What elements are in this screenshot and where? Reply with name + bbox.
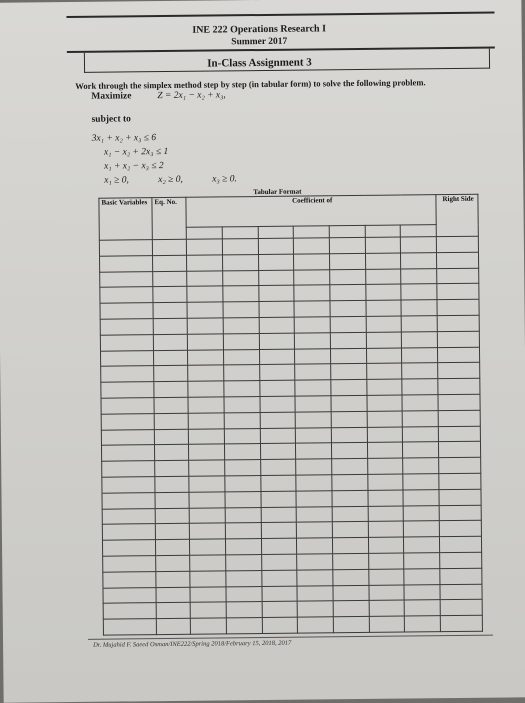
table-cell[interactable] [294,285,330,301]
table-cell[interactable] [332,506,368,522]
table-cell[interactable] [440,552,482,568]
table-cell[interactable] [225,491,261,507]
table-cell[interactable] [225,523,261,539]
table-cell[interactable] [223,302,259,318]
table-cell[interactable] [224,365,260,381]
table-cell[interactable] [189,523,225,539]
table-cell[interactable] [438,347,480,363]
table-cell[interactable] [100,303,153,319]
table-cell[interactable] [437,299,479,315]
table-cell[interactable] [226,602,262,618]
table-cell[interactable] [225,539,261,555]
table-cell[interactable] [331,443,367,459]
table-cell[interactable] [153,255,187,271]
table-cell[interactable] [367,427,403,443]
table-cell[interactable] [100,271,153,287]
table-cell[interactable] [330,332,366,348]
table-cell[interactable] [437,252,479,268]
table-cell[interactable] [296,506,332,522]
table-cell[interactable] [439,442,481,458]
subject-to-label: subject to [91,114,131,125]
table-cell[interactable] [259,365,295,381]
table-cell[interactable] [296,427,332,443]
table-cell[interactable] [402,316,438,332]
table-cell[interactable] [401,268,437,284]
table-cell[interactable] [298,617,334,633]
table-cell[interactable] [403,426,439,442]
table-cell[interactable] [438,394,480,410]
table-cell[interactable] [100,319,153,335]
table-cell[interactable] [369,616,405,632]
instructions-text: Work through the simplex method step by step (in tabular form) to solve the following problem. [75,77,426,91]
table-cell[interactable] [154,381,188,397]
table-cell[interactable] [294,317,330,333]
table-cell[interactable] [103,556,156,572]
table-cell[interactable] [437,315,479,331]
table-cell[interactable] [439,473,481,489]
table-cell[interactable] [261,522,297,538]
table-cell[interactable] [223,270,259,286]
coef-subheader-cell[interactable] [186,227,222,239]
table-cell[interactable] [100,255,153,271]
table-cell[interactable] [368,553,404,569]
table-cell[interactable] [368,521,404,537]
table-cell[interactable] [226,586,262,602]
coef-subheader-cell[interactable] [293,226,329,238]
table-cell[interactable] [154,366,188,382]
table-cell[interactable] [332,459,368,475]
maximize-label: Maximize [91,91,132,102]
table-cell[interactable] [258,270,294,286]
table-cell[interactable] [259,333,295,349]
table-cell[interactable] [156,555,190,571]
coef-subheader-cell[interactable] [401,225,437,237]
table-cell[interactable] [401,237,437,253]
table-cell[interactable] [404,521,440,537]
table-cell[interactable] [331,411,367,427]
table-cell[interactable] [101,445,154,461]
table-cell[interactable] [294,269,330,285]
table-cell[interactable] [439,457,481,473]
table-cell[interactable] [367,411,403,427]
table-cell[interactable] [440,584,482,600]
table-cell[interactable] [261,507,297,523]
table-cell[interactable] [366,379,402,395]
table-cell[interactable] [295,364,331,380]
table-cell[interactable] [365,284,401,300]
header-basic-variables: Basic Variables [99,198,152,241]
table-cell[interactable] [155,476,189,492]
table-cell[interactable] [99,240,152,256]
table-cell[interactable] [294,301,330,317]
table-cell[interactable] [154,397,188,413]
table-cell[interactable] [258,238,294,254]
table-cell[interactable] [153,318,187,334]
table-cell[interactable] [297,585,333,601]
table-cell[interactable] [187,302,223,318]
footer-text: Dr. Mujahid F. Saeed Osman/INE222/Spring 2018/February 15, 2018, 2017 [93,639,292,649]
table-cell[interactable] [365,269,401,285]
table-cell[interactable] [438,378,480,394]
table-cell[interactable] [437,284,479,300]
table-cell[interactable] [367,442,403,458]
table-cell[interactable] [261,538,297,554]
table-cell[interactable] [404,568,440,584]
table-cell[interactable] [404,505,440,521]
table-cell[interactable] [333,601,369,617]
course-title: INE 222 Operations Research I [192,23,327,36]
table-cell[interactable] [297,554,333,570]
table-cell[interactable] [329,253,365,269]
table-cell[interactable] [102,461,155,477]
table-cell[interactable] [366,348,402,364]
table-cell[interactable] [439,426,481,442]
table-cell[interactable] [441,615,483,631]
table-cell[interactable] [258,286,294,302]
table-cell[interactable] [297,601,333,617]
table-cell[interactable] [225,475,261,491]
table-cell[interactable] [189,460,225,476]
table-cell[interactable] [259,349,295,365]
table-cell[interactable] [226,618,262,634]
table-cell[interactable] [331,427,367,443]
table-cell[interactable] [439,489,481,505]
table-cell[interactable] [189,492,225,508]
table-cell[interactable] [101,382,154,398]
assignment-title: In-Class Assignment 3 [207,56,312,70]
constraint-3: x₁ + x₂ − x₃ ≤ 2 [104,161,164,172]
table-cell[interactable] [222,254,258,270]
table-cell[interactable] [102,477,155,493]
table-cell[interactable] [297,570,333,586]
table-cell[interactable] [401,284,437,300]
table-cell[interactable] [225,507,261,523]
table-cell[interactable] [156,539,190,555]
table-cell[interactable] [330,301,366,317]
table-cell[interactable] [156,587,190,603]
table-cell[interactable] [223,286,259,302]
table-cell[interactable] [100,350,153,366]
table-cell[interactable] [330,269,366,285]
table-cell[interactable] [102,492,155,508]
table-cell[interactable] [261,491,297,507]
table-cell[interactable] [154,413,188,429]
constraint-1: 3x₁ + x₂ + x₃ ≤ 6 [91,133,157,144]
table-cell[interactable] [330,316,366,332]
table-cell[interactable] [261,570,297,586]
table-cell[interactable] [295,333,331,349]
table-cell[interactable] [439,505,481,521]
nonneg-x3: x₃ ≥ 0. [212,174,237,185]
table-cell[interactable] [155,445,189,461]
table-cell[interactable] [188,413,224,429]
table-cell[interactable] [368,506,404,522]
table-cell[interactable] [154,429,188,445]
table-cell[interactable] [438,331,480,347]
table-cell[interactable] [188,428,224,444]
coef-subheader-cell[interactable] [258,226,294,238]
table-cell[interactable] [153,302,187,318]
table-cell[interactable] [101,413,154,429]
table-cell[interactable] [222,239,258,255]
table-cell[interactable] [369,585,405,601]
table-cell[interactable] [367,458,403,474]
table-cell[interactable] [368,537,404,553]
table-cell[interactable] [100,287,153,303]
table-cell[interactable] [404,584,440,600]
table-cell[interactable] [189,476,225,492]
table-cell[interactable] [103,603,156,619]
table-cell[interactable] [295,348,331,364]
table-cell[interactable] [365,253,401,269]
table-cell[interactable] [366,363,402,379]
table-cell[interactable] [259,380,295,396]
table-cell[interactable] [331,364,367,380]
table-cell[interactable] [294,238,330,254]
table-cell[interactable] [403,458,439,474]
simplex-table [98,194,483,636]
table-cell[interactable] [297,538,333,554]
table-cell[interactable] [258,254,294,270]
table-cell[interactable] [101,398,154,414]
table-cell[interactable] [260,459,296,475]
table-cell[interactable] [226,554,262,570]
table-cell[interactable] [190,602,226,618]
table-cell[interactable] [437,236,479,252]
coef-subheader-cell[interactable] [222,227,258,239]
table-cell[interactable] [440,521,482,537]
table-cell[interactable] [330,285,366,301]
table-cell[interactable] [186,239,222,255]
table-cell[interactable] [262,586,298,602]
table-cell[interactable] [103,619,156,635]
coef-subheader-cell[interactable] [365,225,401,237]
table-cell[interactable] [223,318,259,334]
table-cell[interactable] [332,490,368,506]
table-cell[interactable] [262,617,298,633]
header-right-side: Right Side [436,194,478,236]
objective-function: Z = 2x₁ − x₂ + x₃, [157,90,226,102]
table-cell[interactable] [187,318,223,334]
table-cell[interactable] [188,349,224,365]
table-cell[interactable] [259,317,295,333]
table-cell[interactable] [224,397,260,413]
nonneg-x1: x₁ ≥ 0, [104,175,129,186]
table-caption: Tabular Format [253,187,302,197]
table-cell[interactable] [153,334,187,350]
table-cell[interactable] [366,300,402,316]
table-cell[interactable] [296,443,332,459]
table-cell[interactable] [155,460,189,476]
table-cell[interactable] [103,571,156,587]
table-cell[interactable] [102,524,155,540]
table-cell[interactable] [437,268,479,284]
table-cell[interactable] [331,395,367,411]
table-cell[interactable] [440,600,482,616]
table-cell[interactable] [189,507,225,523]
table-cell[interactable] [190,586,226,602]
table-cell[interactable] [365,237,401,253]
table-cell[interactable] [367,474,403,490]
table-cell[interactable] [260,412,296,428]
table-cell[interactable] [226,570,262,586]
table-cell[interactable] [102,540,155,556]
table-cell[interactable] [402,395,438,411]
table-cell[interactable] [101,366,154,382]
table-cell[interactable] [368,569,404,585]
table-cell[interactable] [224,381,260,397]
table-cell[interactable] [401,252,437,268]
table-cell[interactable] [187,334,223,350]
table-cell[interactable] [366,332,402,348]
table-cell[interactable] [438,363,480,379]
table-cell[interactable] [332,538,368,554]
table-cell[interactable] [368,490,404,506]
table-cell[interactable] [402,347,438,363]
table-cell[interactable] [262,601,298,617]
table-cell[interactable] [190,618,226,634]
constraint-2: x₁ − x₂ + 2x₃ ≤ 1 [103,146,169,158]
table-cell[interactable] [155,508,189,524]
table-cell[interactable] [260,475,296,491]
top-rule [66,12,494,18]
header-eq-no: Eq. No. [152,197,187,239]
header-coefficient-of: Coefficient of [186,195,436,228]
table-cell[interactable] [440,536,482,552]
table-cell[interactable] [296,475,332,491]
table-cell[interactable] [367,395,403,411]
table-cell[interactable] [155,524,189,540]
table-cell[interactable] [329,237,365,253]
table-cell[interactable] [333,569,369,585]
table-cell[interactable] [295,396,331,412]
table-cell[interactable] [103,587,156,603]
table-cell[interactable] [224,428,260,444]
table-cell[interactable] [187,286,223,302]
table-cell[interactable] [190,571,226,587]
table-cell[interactable] [331,380,367,396]
table-cell[interactable] [224,412,260,428]
table-cell[interactable] [333,585,369,601]
table-cell[interactable] [402,331,438,347]
table-cell[interactable] [403,474,439,490]
table-cell[interactable] [260,428,296,444]
table-cell[interactable] [101,429,154,445]
table-row [103,615,482,635]
table-cell[interactable] [296,459,332,475]
table-cell[interactable] [190,539,226,555]
table-cell[interactable] [261,554,297,570]
table-cell[interactable] [156,571,190,587]
table-cell[interactable] [403,489,439,505]
table-cell[interactable] [294,254,330,270]
table-cell[interactable] [403,410,439,426]
table-cell[interactable] [187,255,223,271]
table-cell[interactable] [402,379,438,395]
table-cell[interactable] [100,334,153,350]
table-cell[interactable] [295,412,331,428]
table-cell[interactable] [102,508,155,524]
nonneg-x2: x₂ ≥ 0, [158,174,183,186]
table-cell[interactable] [295,380,331,396]
table-cell[interactable] [297,522,333,538]
table-cell[interactable] [188,381,224,397]
table-cell[interactable] [153,287,187,303]
table-cell[interactable] [156,618,190,634]
coef-subheader-cell[interactable] [329,225,365,237]
table-cell[interactable] [405,616,441,632]
term-label: Summer 2017 [231,36,288,48]
table-cell[interactable] [155,492,189,508]
table-cell[interactable] [225,460,261,476]
table-cell[interactable] [405,600,441,616]
table-cell[interactable] [260,396,296,412]
table-cell[interactable] [404,537,440,553]
table-cell[interactable] [296,491,332,507]
table-cell[interactable] [223,349,259,365]
table-cell[interactable] [156,603,190,619]
table-cell[interactable] [188,365,224,381]
table-cell[interactable] [438,410,480,426]
table-cell[interactable] [260,444,296,460]
table-cell[interactable] [153,271,187,287]
table-cell[interactable] [332,522,368,538]
table-cell[interactable] [369,600,405,616]
table-cell[interactable] [401,300,437,316]
table-cell[interactable] [403,442,439,458]
table-cell[interactable] [259,301,295,317]
table-cell[interactable] [440,568,482,584]
table-cell[interactable] [152,239,186,255]
table-cell[interactable] [366,316,402,332]
table-cell[interactable] [404,553,440,569]
table-cell[interactable] [190,555,226,571]
table-cell[interactable] [223,333,259,349]
table-cell[interactable] [187,271,223,287]
table-cell[interactable] [330,348,366,364]
table-cell[interactable] [333,553,369,569]
table-cell[interactable] [154,350,188,366]
table-cell[interactable] [189,444,225,460]
table-cell[interactable] [333,617,369,633]
table-cell[interactable] [332,474,368,490]
table-cell[interactable] [224,444,260,460]
table-cell[interactable] [402,363,438,379]
table-cell[interactable] [188,397,224,413]
